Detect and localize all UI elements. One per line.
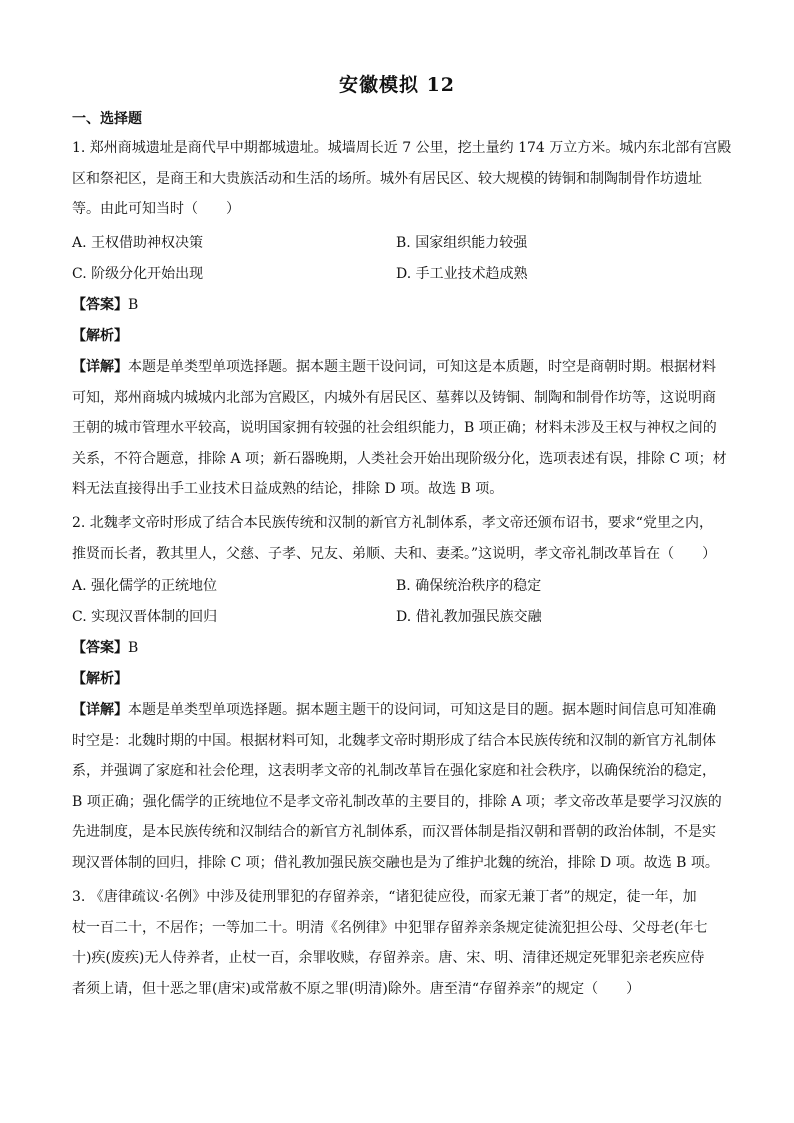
detail-line: 关系，不符合题意，排除 A 项；新石器晚期，人类社会开始出现阶级分化，选项表述有误，排除 C 项；材 [72,450,727,467]
question-text-line: 区和祭祀区，是商王和大贵族活动和生活的场所。城外有居民区、较大规模的铸铜和制陶制骨作坊遗址 [72,170,702,187]
option-d: D. 借礼教加强民族交融 [396,608,542,625]
detail-line: 现汉晋体制的回归，排除 C 项；借礼教加强民族交融也是为了维护北魏的统治，排除 D 项。故选 B 项。 [72,854,719,871]
detail-line: 王朝的城市管理水平较高，说明国家拥有较强的社会组织能力，B 项正确；材料未涉及王权与神权之间的 [72,420,717,436]
question-text-line: 者须上请，但十恶之罪(唐宋)或常赦不原之罪(明清)除外。唐至清“存留养亲”的规定（ ） [72,980,641,997]
question-2-detail [72,695,724,878]
question-text-line: 杖一百二十，不居作；一等加二十。明清《名例律》中犯罪存留养亲条规定徒流犯担公母、父母老(年七 [72,919,708,936]
question-1-detail [72,352,727,505]
option-a: A. 强化儒学的正统地位 [72,578,218,594]
option-c: C. 阶级分化开始出现 [72,265,204,282]
answer-label: 【答案】 [72,297,128,313]
question-text-line: 十)疾(废疾)无人侍养者，止杖一百，余罪收赎，存留养亲。唐、宋、明、清律还规定死罪犯亲老疾应侍 [72,950,705,966]
detail-line: 料无法直接得出手工业技术日益成熟的结论，排除 D 项。故选 B 项。 [72,481,504,497]
question-3-stem [72,882,724,1004]
option-b: B. 确保统治秩序的稳定 [396,578,542,594]
question-text-line: 等。由此可知当时（ ） [72,201,240,217]
detail-label: 【详解】 [72,359,128,375]
option-d: D. 手工业技术趋成熟 [396,265,528,282]
question-2-options [72,571,724,632]
option-a: A. 王权借助神权决策 [72,235,204,251]
option-b: B. 国家组织能力较强 [396,235,528,251]
detail-line: 时空是：北魏时期的中国。根据材料可知，北魏孝文帝时期形成了结合本民族传统和汉制的新官方礼制体 [72,732,716,749]
page-title: 安徽模拟 12 [338,74,456,96]
question-1-stem [72,133,732,225]
detail-line: 【详解】本题是单类型单项选择题。据本题主题干设问词，可知这是本质题，时空是商朝时期。根据材料 [72,359,716,375]
question-text-line: 2. 北魏孝文帝时形成了结合本民族传统和汉制的新官方礼制体系，孝文帝还颁布诏书，要求“党里之内， [72,515,713,531]
question-text-line: 推贤而长者，教其里人，父慈、子孝、兄友、弟顺、夫和、妻柔。”这说明，孝文帝礼制改革旨在（ ） [72,545,717,562]
detail-label: 【详解】 [72,702,128,718]
answer-line [72,633,138,664]
detail-line: B 项正确；强化儒学的正统地位不是孝文帝礼制改革的主要目的，排除 A 项；孝文帝改革是要学习汉族的 [72,793,722,810]
question-text-line: 1. 郑州商城遗址是商代早中期都城遗址。城墙周长近 7 公里，挖土量约 174 万立方米。城内东北部有宫殿 [72,140,732,156]
answer-value: B [128,640,139,656]
question-text-line: 3. 《唐律疏议·名例》中涉及徒刑罪犯的存留养亲，“诸犯徒应役，而家无兼丁者”的规定，徒一年，加 [72,889,697,905]
detail-line: 可知，郑州商城内城城内北部为宫殿区，内城外有居民区、墓葬以及铸铜、制陶和制骨作坊等，这说明商 [72,389,716,406]
analysis-label: 【解析】 [72,671,128,687]
section-heading: 一、选择题 [72,111,142,127]
option-c: C. 实现汉晋体制的回归 [72,608,218,625]
analysis-label: 【解析】 [72,328,128,344]
answer-line [72,290,138,321]
detail-line: 【详解】本题是单类型单项选择题。据本题主题干的设问词，可知这是目的题。据本题时间信息可知准确 [72,702,716,718]
detail-line: 先进制度，是本民族传统和汉制结合的新官方礼制体系，而汉晋体制是指汉朝和晋朝的政治体制，不是实 [72,824,716,840]
answer-label: 【答案】 [72,640,128,656]
question-1-options [72,228,724,289]
detail-line: 系，并强调了家庭和社会伦理，这表明孝文帝的礼制改革旨在强化家庭和社会秩序，以确保统治的稳定， [72,763,716,779]
question-2-stem [72,508,724,569]
answer-value: B [128,297,139,313]
